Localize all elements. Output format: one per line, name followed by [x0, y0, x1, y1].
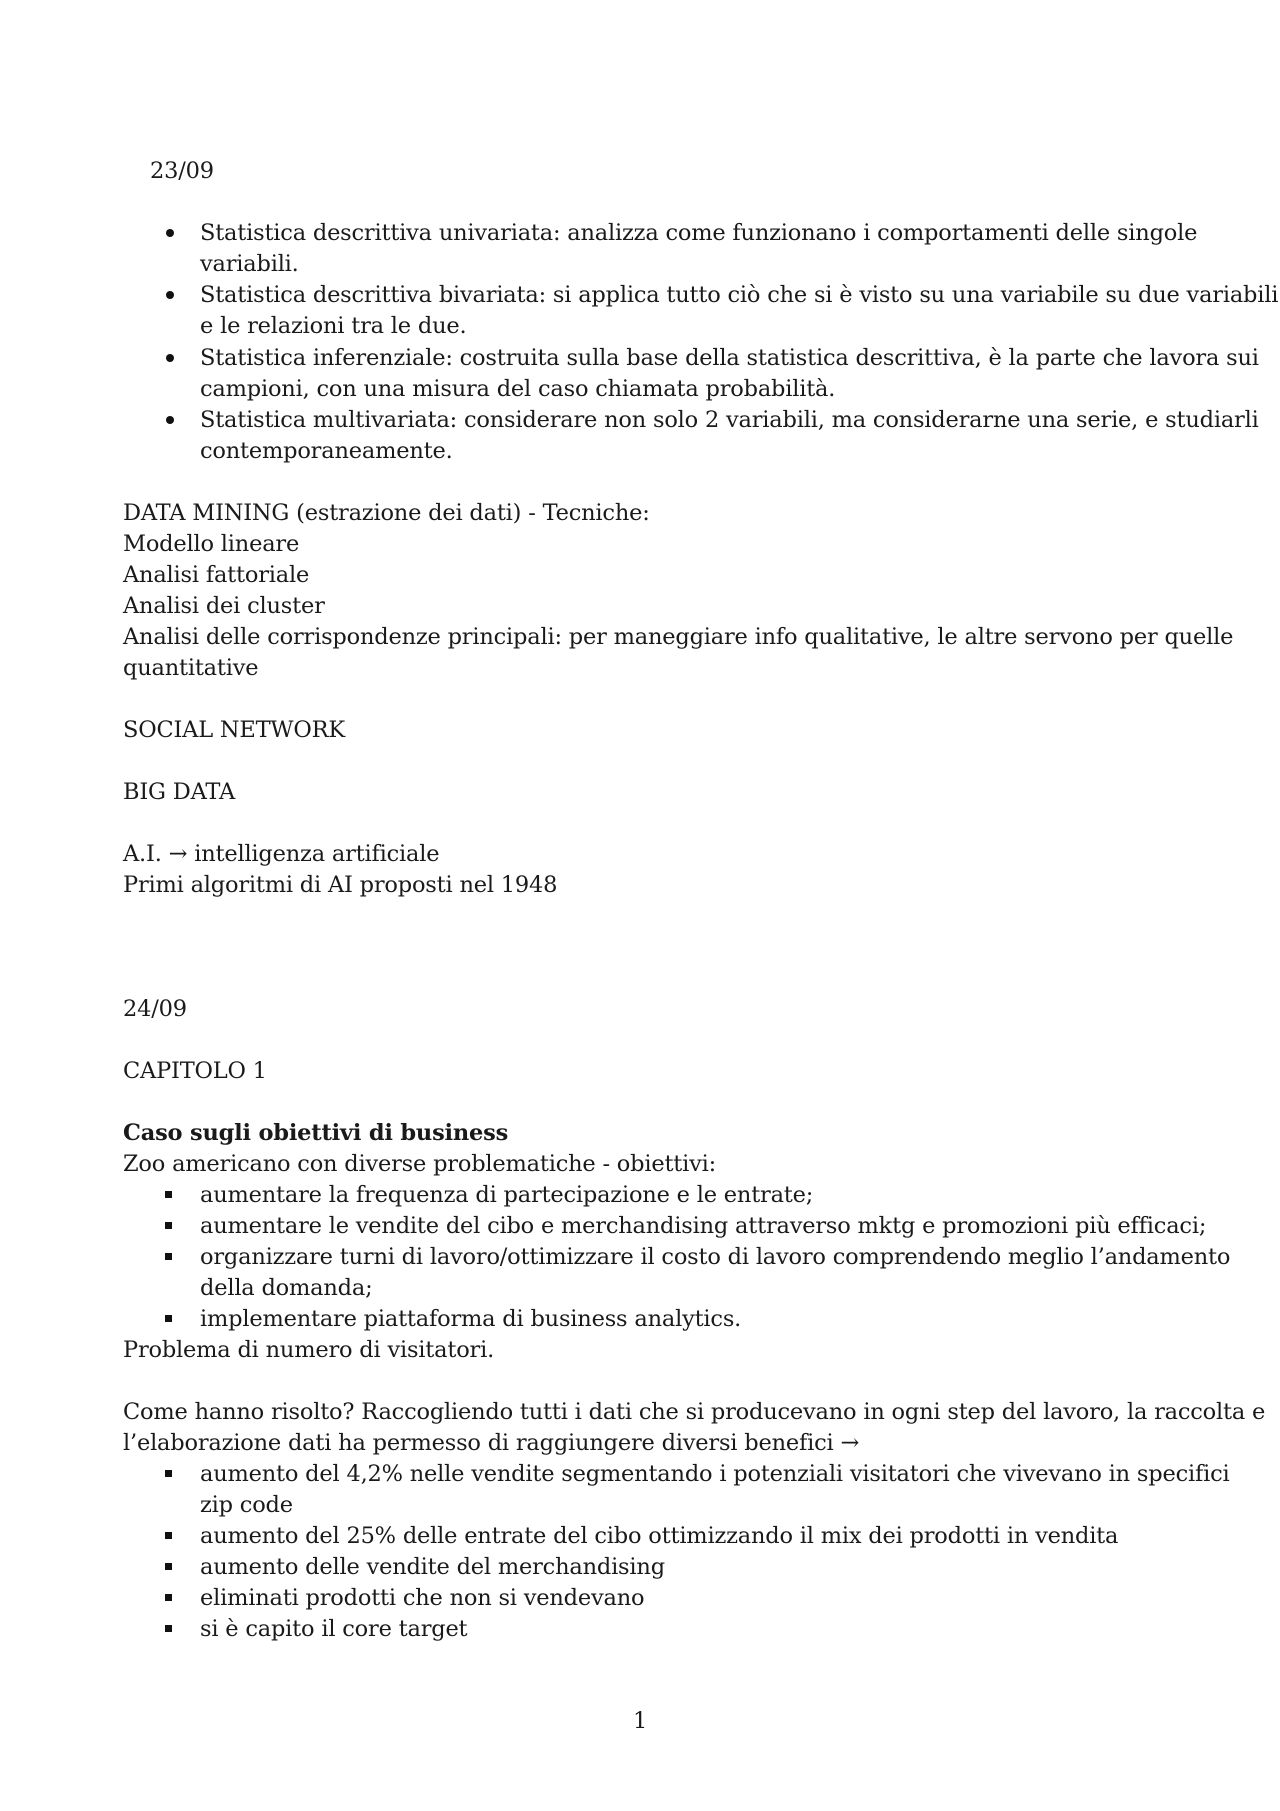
- bullet-square: [165, 1315, 172, 1322]
- ai-line: A.I. → intelligenza artificiale: [123, 841, 440, 867]
- bullet-dot: [166, 291, 174, 299]
- data-mining-item: Analisi delle corrispondenze principali: per maneggiare info qualitative, le altre servono per quelle: [123, 624, 1234, 650]
- benefit-text: aumento del 4,2% nelle vendite segmentando i potenziali visitatori che vivevano in specifici: [200, 1461, 1230, 1487]
- bullet-square: [165, 1222, 172, 1229]
- benefit-text: zip code: [200, 1492, 293, 1518]
- social-network-heading: SOCIAL NETWORK: [123, 717, 345, 743]
- bullet-square: [165, 1191, 172, 1198]
- objective-text: della domanda;: [200, 1275, 373, 1301]
- benefit-text: si è capito il core target: [200, 1616, 468, 1642]
- case-intro: Zoo americano con diverse problematiche - obiettivi:: [123, 1151, 717, 1177]
- bullet-square: [165, 1625, 172, 1632]
- objective-text: aumentare le vendite del cibo e merchandising attraverso mktg e promozioni più efficaci;: [200, 1213, 1207, 1239]
- benefit-text: aumento del 25% delle entrate del cibo ottimizzando il mix dei prodotti in vendita: [200, 1523, 1119, 1549]
- bullet-text: contemporaneamente.: [200, 438, 453, 464]
- bullet-dot: [166, 416, 174, 424]
- benefit-text: eliminati prodotti che non si vendevano: [200, 1585, 645, 1611]
- page-number: 1: [633, 1708, 648, 1734]
- ai-history: Primi algoritmi di AI proposti nel 1948: [123, 872, 558, 898]
- bullet-text: campioni, con una misura del caso chiamata probabilità.: [200, 376, 836, 402]
- bullet-square: [165, 1563, 172, 1570]
- bullet-square: [165, 1253, 172, 1260]
- problem-text: Problema di numero di visitatori.: [123, 1337, 495, 1363]
- solution-text: l’elaborazione dati ha permesso di raggiungere diversi benefici →: [123, 1430, 860, 1456]
- solution-text: Come hanno risolto? Raccogliendo tutti i dati che si producevano in ogni step del lavoro, la raccolta e: [123, 1399, 1266, 1425]
- data-mining-item: Analisi dei cluster: [123, 593, 325, 619]
- bullet-text: Statistica descrittiva univariata: analizza come funzionano i comportamenti delle singole: [200, 220, 1198, 246]
- bullet-square: [165, 1594, 172, 1601]
- bullet-text: variabili.: [200, 251, 299, 277]
- objective-text: aumentare la frequenza di partecipazione e le entrate;: [200, 1182, 814, 1208]
- date-heading: 23/09: [150, 158, 214, 184]
- case-title: Caso sugli obiettivi di business: [123, 1120, 509, 1146]
- data-mining-heading: DATA MINING (estrazione dei dati) - Tecniche:: [123, 500, 650, 526]
- benefit-text: aumento delle vendite del merchandising: [200, 1554, 665, 1580]
- date-heading: 24/09: [123, 996, 187, 1022]
- objective-text: organizzare turni di lavoro/ottimizzare il costo di lavoro comprendendo meglio l’andamento: [200, 1244, 1231, 1270]
- bullet-dot: [166, 229, 174, 237]
- data-mining-item: Modello lineare: [123, 531, 300, 557]
- bullet-square: [165, 1532, 172, 1539]
- bullet-dot: [166, 354, 174, 362]
- chapter-heading: CAPITOLO 1: [123, 1058, 267, 1084]
- data-mining-item: quantitative: [123, 655, 259, 681]
- data-mining-item: Analisi fattoriale: [123, 562, 310, 588]
- bullet-square: [165, 1470, 172, 1477]
- bullet-text: Statistica multivariata: considerare non solo 2 variabili, ma considerarne una serie, e studiarli: [200, 407, 1259, 433]
- big-data-heading: BIG DATA: [123, 779, 236, 805]
- bullet-text: Statistica descrittiva bivariata: si applica tutto ciò che si è visto su una variabile su due variabili: [200, 282, 1279, 308]
- bullet-text: Statistica inferenziale: costruita sulla base della statistica descrittiva, è la parte che lavora sui: [200, 345, 1259, 371]
- bullet-text: e le relazioni tra le due.: [200, 313, 467, 339]
- objective-text: implementare piattaforma di business analytics.: [200, 1306, 742, 1332]
